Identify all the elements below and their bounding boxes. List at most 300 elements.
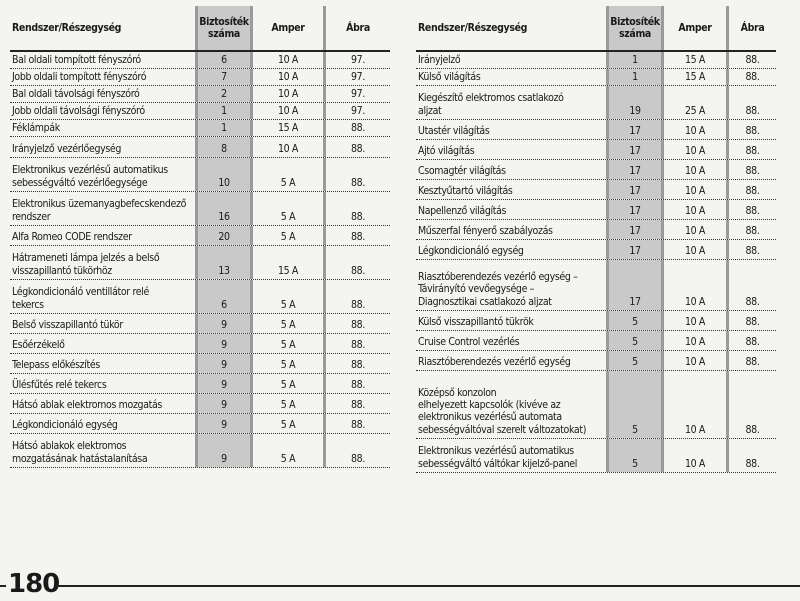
fuse-number-text: 17 (629, 144, 641, 157)
fuse-number (195, 334, 253, 353)
table-row (416, 260, 776, 311)
fuse-number-text: 17 (629, 224, 641, 237)
system-name-text: Riasztóberendezés vezérlő egység – Távirányító vevőegysége – Diagnosztikai csatlakozó aljzat (418, 270, 578, 308)
figure-ref-text: 88. (351, 142, 365, 155)
fuse-number-text: 5 (632, 457, 638, 470)
amper-value-text: 10 A (684, 423, 706, 436)
figure-ref (726, 140, 776, 159)
amper-value (664, 240, 726, 259)
header-figure: Ábra (726, 6, 776, 50)
table-row (10, 103, 390, 120)
fuse-number (195, 52, 253, 68)
amper-value-text: 15 A (684, 53, 706, 66)
right-fuse-table (416, 6, 776, 473)
fuse-number (606, 439, 664, 472)
amper-value-text: 10 A (684, 144, 706, 157)
system-name-text: Bal oldali távolsági fényszóró (12, 87, 140, 100)
amper-value (253, 246, 323, 279)
system-name-text: Hátrameneti lámpa jelzés a belső visszapillantó tükörhöz (12, 252, 160, 277)
amper-value-text: 25 A (684, 104, 706, 117)
system-name (416, 225, 606, 239)
fuse-number-text: 6 (221, 298, 227, 311)
fuse-number (195, 314, 253, 333)
system-name (10, 105, 195, 119)
amper-value-text: 10 A (684, 295, 706, 308)
figure-ref-text: 88. (351, 176, 365, 189)
page-number: 180 (8, 569, 60, 599)
table-row (10, 86, 390, 103)
system-name-text: Elektronikus vezérlésű automatikus sebességváltó vezérlőegysége (12, 164, 168, 189)
fuse-number-text: 5 (632, 355, 638, 368)
fuse-number (195, 86, 253, 102)
footer-rule (56, 585, 800, 587)
fuse-number-text: 17 (629, 204, 641, 217)
system-name-text: Külső visszapillantó tükrök (418, 315, 534, 328)
system-name-text: Napellenző világítás (418, 204, 507, 217)
system-name-text: Belső visszapillantó tükör (12, 318, 123, 331)
figure-ref (323, 137, 390, 157)
system-name (416, 336, 606, 350)
figure-ref-text: 88. (745, 70, 760, 83)
system-name (10, 399, 195, 413)
amper-value-text: 10 A (684, 355, 706, 368)
system-name-text: Elektronikus vezérlésű automatikus sebességváltó váltókar kijelző-panel (418, 445, 578, 470)
system-name (10, 319, 195, 333)
fuse-number (606, 200, 664, 219)
header-fuse-number-text: Biztosíték száma (199, 15, 249, 40)
amper-value (664, 371, 726, 438)
amper-value-text: 5 A (280, 318, 296, 331)
system-name-text: Kiegészítő elektromos csatlakozó aljzat (418, 92, 564, 117)
figure-ref (323, 280, 390, 313)
fuse-number-text: 16 (218, 210, 230, 223)
figure-ref-text: 88. (351, 121, 365, 134)
figure-ref (323, 69, 390, 85)
amper-value-text: 10 A (684, 204, 706, 217)
figure-ref-text: 88. (745, 104, 760, 117)
amper-value-text: 10 A (684, 184, 706, 197)
figure-ref (726, 331, 776, 350)
system-name-text: Elektronikus üzemanyagbefecskendező rendszer (12, 198, 187, 223)
amper-value (664, 140, 726, 159)
fuse-number (606, 371, 664, 438)
system-name (10, 164, 195, 191)
system-name (416, 165, 606, 179)
table-row (416, 200, 776, 220)
amper-value-text: 10 A (684, 457, 706, 470)
amper-value (664, 160, 726, 179)
figure-ref (726, 86, 776, 119)
header-fuse-number-text: Biztosíték száma (610, 15, 660, 40)
fuse-number (606, 52, 664, 68)
table-row (10, 314, 390, 334)
header-system: Rendszer/Részegység (418, 21, 528, 34)
fuse-number (195, 246, 253, 279)
table-row (10, 354, 390, 374)
header-system: Rendszer/Részegység (12, 21, 122, 34)
figure-ref-text: 88. (351, 230, 365, 243)
system-name (10, 359, 195, 373)
table-row (416, 331, 776, 351)
table-row (10, 246, 390, 280)
figure-ref (726, 120, 776, 139)
system-name-text: Légkondicionáló egység (12, 418, 118, 431)
fuse-number (606, 69, 664, 85)
amper-value (253, 314, 323, 333)
system-name (416, 92, 606, 119)
left-fuse-table (10, 6, 390, 468)
amper-value (664, 86, 726, 119)
figure-ref-text: 88. (745, 124, 760, 137)
footer-rule-left (0, 585, 6, 587)
system-name-text: Jobb oldali tompított fényszóró (12, 70, 147, 83)
fuse-number (606, 220, 664, 239)
figure-ref-text: 88. (745, 224, 760, 237)
table-row (416, 220, 776, 240)
system-name-text: Féklámpák (12, 121, 60, 134)
fuse-number (606, 140, 664, 159)
figure-ref (726, 311, 776, 330)
figure-ref (323, 354, 390, 373)
figure-ref (323, 246, 390, 279)
figure-ref-text: 88. (745, 457, 760, 470)
table-row (416, 311, 776, 331)
fuse-number (606, 120, 664, 139)
amper-value-text: 5 A (280, 230, 296, 243)
table-row (10, 334, 390, 354)
figure-ref (726, 220, 776, 239)
amper-value-text: 10 A (684, 244, 706, 257)
amper-value-text: 5 A (280, 358, 296, 371)
amper-value (664, 52, 726, 68)
amper-value (664, 69, 726, 85)
amper-value-text: 10 A (684, 164, 706, 177)
figure-ref-text: 88. (351, 418, 365, 431)
fuse-number-text: 2 (221, 87, 227, 100)
figure-ref-text: 88. (745, 144, 760, 157)
figure-ref (323, 103, 390, 119)
left-table-header (10, 6, 390, 52)
amper-value (253, 434, 323, 467)
system-name-text: Hátsó ablakok elektromos mozgatásának hatástalanítása (12, 440, 148, 465)
fuse-number-text: 20 (218, 230, 230, 243)
figure-ref-text: 88. (351, 318, 365, 331)
fuse-number (606, 180, 664, 199)
fuse-number (195, 226, 253, 245)
table-row (10, 434, 390, 468)
fuse-number (195, 280, 253, 313)
figure-ref (323, 52, 390, 68)
system-name (10, 440, 195, 467)
figure-ref-text: 88. (351, 338, 365, 351)
system-name-text: Légkondicionáló egység (418, 244, 524, 257)
system-name-text: Légkondicionáló ventillátor relé tekercs (12, 286, 149, 311)
amper-value (253, 52, 323, 68)
amper-value-text: 10 A (277, 142, 299, 155)
fuse-number (606, 311, 664, 330)
fuse-number-text: 9 (221, 418, 227, 431)
right-table-header (416, 6, 776, 52)
amper-value (664, 439, 726, 472)
figure-ref (323, 414, 390, 433)
system-name-text: Műszerfal fényerő szabályozás (418, 224, 553, 237)
amper-value (664, 200, 726, 219)
fuse-number-text: 5 (632, 315, 638, 328)
amper-value-text: 15 A (277, 264, 299, 277)
amper-value-text: 10 A (684, 335, 706, 348)
figure-ref-text: 97. (351, 70, 365, 83)
fuse-number-text: 1 (221, 121, 227, 134)
system-name-text: Telepass előkészítés (12, 358, 100, 371)
table-row (416, 69, 776, 86)
figure-ref (323, 120, 390, 136)
system-name (416, 54, 606, 68)
system-name (10, 286, 195, 313)
header-amper: Amper (271, 21, 305, 34)
table-row (416, 371, 776, 439)
system-name (416, 245, 606, 259)
fuse-number-text: 9 (221, 318, 227, 331)
table-row (10, 120, 390, 137)
amper-value (664, 331, 726, 350)
figure-ref (726, 351, 776, 370)
figure-ref (323, 226, 390, 245)
amper-value-text: 10 A (684, 315, 706, 328)
table-row (416, 160, 776, 180)
system-name-text: Cruise Control vezérlés (418, 335, 520, 348)
table-row (416, 180, 776, 200)
system-name (10, 198, 195, 225)
amper-value (253, 354, 323, 373)
system-name-text: Kesztyűtartó világítás (418, 184, 513, 197)
table-row (416, 52, 776, 69)
figure-ref-text: 88. (351, 398, 365, 411)
amper-value (253, 158, 323, 191)
fuse-number-text: 19 (629, 104, 641, 117)
system-name (10, 252, 195, 279)
amper-value-text: 15 A (684, 70, 706, 83)
fuse-number (195, 374, 253, 393)
fuse-number (195, 354, 253, 373)
fuse-number-text: 9 (221, 398, 227, 411)
figure-ref (726, 160, 776, 179)
amper-value-text: 10 A (684, 124, 706, 137)
amper-value (253, 394, 323, 413)
amper-value-text: 15 A (277, 121, 299, 134)
system-name (416, 387, 606, 439)
amper-value-text: 10 A (277, 70, 299, 83)
system-name-text: Bal oldali tompított fényszóró (12, 53, 141, 66)
system-name (416, 316, 606, 330)
fuse-number-text: 13 (218, 264, 230, 277)
figure-ref-text: 88. (745, 164, 760, 177)
system-name-text: Hátsó ablak elektromos mozgatás (12, 398, 163, 411)
system-name (10, 88, 195, 102)
figure-ref-text: 88. (745, 355, 760, 368)
figure-ref-text: 88. (745, 184, 760, 197)
table-row (10, 137, 390, 158)
fuse-number-text: 9 (221, 378, 227, 391)
figure-ref (323, 192, 390, 225)
table-row (10, 52, 390, 69)
figure-ref (726, 371, 776, 438)
amper-value (253, 414, 323, 433)
amper-value-text: 5 A (280, 210, 296, 223)
figure-ref-text: 88. (745, 335, 760, 348)
amper-value (664, 120, 726, 139)
fuse-number (606, 260, 664, 310)
figure-ref-text: 88. (351, 264, 365, 277)
fuse-number (606, 351, 664, 370)
amper-value-text: 5 A (280, 298, 296, 311)
figure-ref (726, 52, 776, 68)
amper-value-text: 10 A (277, 53, 299, 66)
system-name-text: Alfa Romeo CODE rendszer (12, 230, 132, 243)
fuse-number-text: 1 (632, 70, 638, 83)
fuse-number-text: 9 (221, 338, 227, 351)
figure-ref-text: 88. (351, 358, 365, 371)
system-name (10, 71, 195, 85)
system-name (10, 339, 195, 353)
fuse-number-text: 17 (629, 184, 641, 197)
figure-ref (323, 314, 390, 333)
fuse-number-text: 7 (221, 70, 227, 83)
table-row (10, 192, 390, 226)
figure-ref (323, 434, 390, 467)
amper-value-text: 5 A (280, 418, 296, 431)
table-row (416, 351, 776, 371)
system-name (416, 185, 606, 199)
fuse-number (606, 331, 664, 350)
header-fuse-number (606, 6, 664, 50)
fuse-number-text: 8 (221, 142, 227, 155)
amper-value-text: 10 A (684, 224, 706, 237)
amper-value (664, 180, 726, 199)
table-row (10, 374, 390, 394)
header-figure: Ábra (323, 6, 390, 50)
figure-ref-text: 88. (745, 244, 760, 257)
system-name (10, 122, 195, 136)
figure-ref (726, 240, 776, 259)
table-row (416, 240, 776, 260)
figure-ref-text: 88. (351, 378, 365, 391)
fuse-number-text: 17 (629, 295, 641, 308)
fuse-number (195, 69, 253, 85)
fuse-number (195, 192, 253, 225)
system-name-text: Utastér világítás (418, 124, 490, 137)
amper-value-text: 10 A (277, 104, 299, 117)
system-name (10, 231, 195, 245)
system-name (10, 143, 195, 157)
amper-value (253, 280, 323, 313)
figure-ref (726, 69, 776, 85)
table-row (416, 86, 776, 120)
fuse-number-text: 1 (632, 53, 638, 66)
figure-ref-text: 88. (745, 315, 760, 328)
figure-ref (726, 200, 776, 219)
table-row (416, 120, 776, 140)
amper-value (253, 226, 323, 245)
table-row (10, 394, 390, 414)
figure-ref (323, 374, 390, 393)
amper-value-text: 10 A (277, 87, 299, 100)
right-table-body (416, 52, 776, 473)
figure-ref-text: 88. (745, 423, 760, 436)
amper-value-text: 5 A (280, 338, 296, 351)
amper-value (253, 334, 323, 353)
figure-ref-text: 97. (351, 104, 365, 117)
fuse-number (195, 394, 253, 413)
system-name-text: Jobb oldali távolsági fényszóró (12, 104, 145, 117)
system-name (416, 271, 606, 310)
figure-ref (323, 394, 390, 413)
table-row (10, 414, 390, 434)
table-row (10, 226, 390, 246)
amper-value (664, 260, 726, 310)
amper-value (664, 311, 726, 330)
fuse-number (195, 158, 253, 191)
fuse-number-text: 17 (629, 164, 641, 177)
table-row (10, 158, 390, 192)
header-fuse-number (195, 6, 253, 50)
figure-ref-text: 88. (351, 298, 365, 311)
amper-value (253, 86, 323, 102)
fuse-number-text: 5 (632, 335, 638, 348)
system-name (10, 379, 195, 393)
figure-ref-text: 88. (745, 295, 760, 308)
figure-ref-text: 88. (745, 53, 760, 66)
amper-value (253, 137, 323, 157)
amper-value (664, 220, 726, 239)
amper-value (253, 69, 323, 85)
system-name-text: Ajtó világítás (418, 144, 475, 157)
figure-ref (323, 86, 390, 102)
system-name (416, 356, 606, 370)
fuse-number-text: 10 (218, 176, 230, 189)
system-name-text: Irányjelző vezérlőegység (12, 142, 122, 155)
system-name (10, 54, 195, 68)
fuse-number-text: 9 (221, 452, 227, 465)
fuse-number (606, 160, 664, 179)
figure-ref-text: 88. (745, 204, 760, 217)
fuse-number (195, 434, 253, 467)
fuse-number (606, 240, 664, 259)
system-name-text: Külső világítás (418, 70, 481, 83)
figure-ref (726, 439, 776, 472)
system-name (416, 205, 606, 219)
figure-ref (323, 334, 390, 353)
system-name (10, 419, 195, 433)
amper-value (253, 120, 323, 136)
fuse-number-text: 17 (629, 244, 641, 257)
table-row (10, 280, 390, 314)
amper-value (664, 351, 726, 370)
amper-value-text: 5 A (280, 176, 296, 189)
figure-ref (726, 180, 776, 199)
table-row (416, 439, 776, 473)
amper-value-text: 5 A (280, 398, 296, 411)
table-row (10, 69, 390, 86)
fuse-number-text: 1 (221, 104, 227, 117)
fuse-number-text: 5 (632, 423, 638, 436)
figure-ref-text: 88. (351, 452, 365, 465)
system-name (416, 445, 606, 472)
fuse-number-text: 9 (221, 358, 227, 371)
fuse-number (195, 414, 253, 433)
figure-ref (726, 260, 776, 310)
system-name-text: Csomagtér világítás (418, 164, 506, 177)
system-name (416, 125, 606, 139)
